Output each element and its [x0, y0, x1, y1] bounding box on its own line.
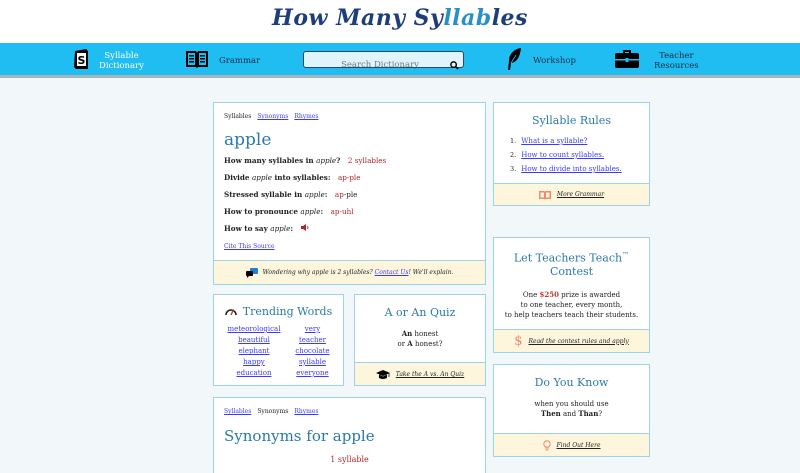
lightbulb-icon [543, 436, 551, 455]
rule-link-what-is-syllable[interactable]: What is a syllable? [521, 137, 588, 145]
rule-link-count-syllables[interactable]: How to count syllables. [521, 151, 605, 159]
contest-card [493, 237, 650, 353]
tab-syllables[interactable]: Syllables [224, 408, 252, 415]
contact-footer [214, 260, 485, 284]
trending-word-link[interactable]: everyone [296, 369, 329, 377]
syllable-result-card [213, 102, 486, 285]
rule-number: 1. [510, 137, 517, 145]
syllable-rules-title: Syllable Rules [532, 114, 611, 127]
nav-label-line1: Workshop [533, 55, 576, 66]
quiz-line2-rest: honest? [412, 340, 443, 348]
logo-bar [0, 0, 800, 43]
row-suffix: : [320, 207, 324, 216]
contest-rules-link[interactable]: Read the contest rules and apply [528, 337, 629, 345]
contest-text-line3: to help teachers teach their students. [504, 310, 639, 319]
trending-word-link[interactable]: chocolate [295, 347, 330, 355]
nav-item-grammar[interactable] [185, 43, 260, 78]
trending-col-2 [295, 324, 329, 379]
more-grammar-link[interactable]: More Grammar [556, 191, 605, 198]
contest-footer [494, 329, 649, 352]
row-suffix: ? [336, 156, 341, 165]
quiz-question [355, 329, 485, 349]
nav-label-line1: Teacher [659, 50, 694, 61]
search-icon[interactable] [450, 55, 459, 74]
dollar-icon: $ [514, 333, 523, 349]
dyk-word-then: Then [540, 409, 561, 418]
row-word: apple [300, 207, 321, 216]
site-logo[interactable] [0, 5, 800, 31]
trending-words-card [213, 294, 344, 386]
nav-item-teacher-resources[interactable] [614, 43, 699, 78]
stress-value [335, 190, 357, 199]
trending-word-link[interactable]: beautiful [238, 336, 270, 344]
nav-label-line1: Syllable [104, 50, 139, 61]
footer-text-after: ! We'll explain. [408, 269, 454, 276]
contest-title-line1: Let Teachers Teach [513, 251, 623, 265]
do-you-know-footer [494, 433, 649, 456]
dyk-end: ? [598, 410, 603, 418]
logo-text-2: llab [443, 5, 492, 31]
logo-text-3: les [491, 5, 528, 31]
logo-text-1: How Many Sy [272, 5, 444, 31]
syllable-rules-list [494, 137, 649, 173]
syllable-rules-card [493, 102, 650, 206]
rule-item [510, 165, 649, 173]
trending-title [214, 305, 343, 318]
contest-description [494, 290, 649, 320]
row-word: apple [304, 190, 325, 199]
nav-label-line1: Grammar [219, 55, 261, 66]
chat-bubbles-icon [246, 263, 258, 282]
rule-link-divide-syllables[interactable]: How to divide into syllables. [521, 165, 622, 173]
trending-word-link[interactable]: syllable [298, 358, 326, 366]
nav-label-line2: Resources [654, 60, 699, 71]
row-label: How many syllables in [224, 156, 317, 165]
trending-word-link[interactable]: very [304, 325, 321, 333]
contest-text-line2: to one teacher, every month, [520, 300, 623, 309]
row-word: apple [270, 224, 291, 233]
quiz-line2-pre: or [397, 340, 408, 348]
quiz-title: A or An Quiz [384, 306, 456, 319]
quiz-an: An [401, 329, 413, 338]
trending-word-link[interactable]: teacher [298, 336, 326, 344]
trending-word-link[interactable]: happy [243, 358, 265, 366]
search-input[interactable] [304, 58, 444, 73]
syllable-group-label: 1 syllable [330, 455, 369, 464]
rule-item [510, 137, 649, 145]
prize-amount: $250 [539, 289, 559, 299]
dyk-mid: and [560, 410, 579, 418]
pronounce-value: ap-uhl [330, 207, 354, 216]
speedometer-icon [225, 305, 237, 318]
do-you-know-title: Do You Know [534, 376, 609, 389]
contest-title [494, 249, 649, 278]
row-label: Stressed syllable in [224, 190, 305, 199]
dyk-word-than: Than [578, 409, 599, 418]
trending-word-list [214, 324, 343, 379]
cite-source-link[interactable]: Cite This Source [224, 243, 275, 250]
synonyms-card [213, 397, 486, 473]
footer-text-before: Wondering why apple is 2 syllables? [262, 269, 373, 276]
row-suffix: : [324, 190, 328, 199]
trending-word-link[interactable]: education [236, 369, 272, 377]
rule-item [510, 151, 649, 159]
dyk-line1: when you should use [534, 400, 609, 408]
word-tabs [224, 113, 475, 120]
row-word: apple [251, 173, 273, 182]
search-box [303, 51, 464, 68]
synonyms-tabs [224, 408, 475, 415]
dictionary-book-icon [73, 48, 89, 74]
feather-quill-icon [505, 47, 523, 75]
take-quiz-link[interactable]: Take the A vs. An Quiz [395, 370, 465, 378]
synonyms-heading: Synonyms for apple [224, 427, 375, 445]
quiz-a: A [407, 339, 413, 348]
graduation-cap-icon [376, 365, 390, 384]
contest-title-line2: Contest [549, 264, 594, 278]
word-heading: apple [224, 130, 272, 150]
tab-synonyms[interactable]: Synonyms [257, 113, 289, 120]
say-row [224, 224, 475, 233]
quiz-footer [355, 362, 485, 385]
row-suffix: : [290, 224, 293, 233]
tab-rhymes[interactable]: Rhymes [294, 113, 319, 120]
tab-synonyms: Synonyms [257, 408, 289, 415]
nav-item-workshop[interactable] [505, 43, 576, 78]
nav-label-line2: Dictionary [99, 60, 144, 71]
do-you-know-card [493, 364, 650, 457]
contest-text-pre: One [522, 290, 540, 299]
syllable-count-value: 2 syllables [347, 156, 387, 165]
contact-footer-text [263, 269, 454, 276]
rule-number: 3. [510, 165, 517, 173]
briefcase-icon [614, 48, 640, 74]
grammar-book-icon [539, 185, 551, 204]
contest-text-post: prize is awarded [558, 290, 621, 299]
row-label: Divide [224, 173, 252, 182]
stressed-syllable: ap [334, 190, 344, 199]
speaker-icon[interactable] [301, 224, 310, 233]
trending-col-1 [227, 324, 280, 379]
trending-word-link[interactable]: meteorological [227, 325, 281, 333]
pronounce-row [224, 207, 475, 216]
do-you-know-text [494, 399, 649, 419]
row-word: apple [316, 156, 337, 165]
more-grammar-footer [494, 183, 649, 205]
row-label: How to say [224, 224, 271, 233]
rule-number: 2. [510, 151, 517, 159]
quiz-line1-rest: honest [412, 330, 439, 338]
find-out-here-link[interactable]: Find Out Here [556, 441, 601, 449]
trending-title-text: Trending Words [242, 305, 333, 318]
unstressed-syllable: -ple [343, 190, 358, 199]
tab-rhymes[interactable]: Rhymes [294, 408, 319, 415]
trending-word-link[interactable]: elephant [238, 347, 270, 355]
syllable-count-row [224, 156, 475, 165]
divide-value: ap-ple [338, 173, 361, 182]
tab-syllables: Syllables [224, 113, 252, 120]
row-suffix: into syllables: [272, 173, 331, 182]
stress-row [224, 190, 475, 199]
open-book-icon [185, 49, 209, 73]
nav-item-syllable-dictionary[interactable] [73, 43, 144, 78]
contact-us-link[interactable]: Contact Us [374, 269, 409, 276]
trademark-symbol: ™ [622, 251, 630, 259]
divide-row [224, 173, 475, 182]
svg-text:S: S [77, 53, 86, 67]
row-label: How to pronounce [224, 207, 301, 216]
a-or-an-quiz-card [354, 294, 486, 386]
main-nav [0, 43, 800, 78]
